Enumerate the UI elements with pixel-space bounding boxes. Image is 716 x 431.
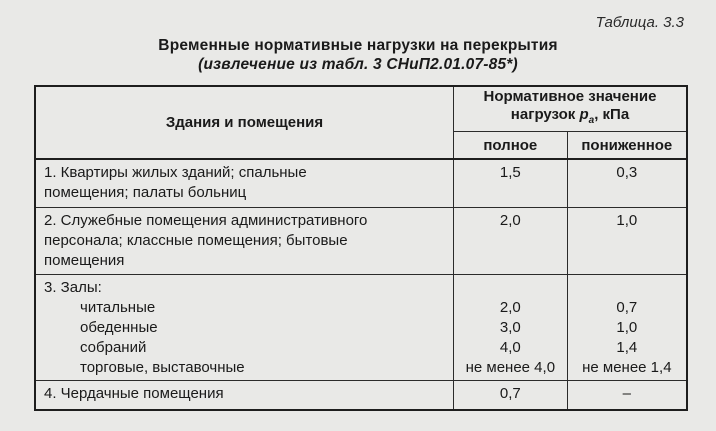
row-subitem-name: читальные xyxy=(80,298,156,316)
row-full-value: 1,5 xyxy=(453,159,567,207)
row-group-title: 3. Залы: xyxy=(44,278,102,296)
row-subitem-name: обеденные xyxy=(80,318,158,336)
subitem-reduced-value: 1,0 xyxy=(616,318,638,336)
load-symbol-letter: p xyxy=(579,106,589,123)
subitem-reduced-value: 1,4 xyxy=(616,338,638,356)
row-name-line: 1. Квартиры жилых зданий; спальные xyxy=(44,164,307,181)
row-reduced-value xyxy=(567,274,687,380)
row-name-line: помещения xyxy=(44,251,125,269)
subitem-full-value: не менее 4,0 xyxy=(465,358,556,376)
header-buildings: Здания и помещения xyxy=(35,86,453,159)
header-normative-value xyxy=(453,86,687,132)
row-full-value: 2,0 xyxy=(453,207,567,274)
header-normative-line2 xyxy=(454,106,686,130)
row-reduced-value: – xyxy=(567,380,687,410)
header-reduced: пониженное xyxy=(567,132,687,160)
row-reduced-value: 1,0 xyxy=(567,207,687,274)
subitem-reduced-value: не менее 1,4 xyxy=(582,358,672,376)
header-normative-prefix: нагрузок xyxy=(510,106,576,123)
row-name xyxy=(35,207,453,274)
table-title xyxy=(0,36,716,74)
row-name-line: помещения; палаты больниц xyxy=(44,184,247,201)
subitem-full-value: 3,0 xyxy=(499,318,521,336)
row-name xyxy=(35,274,453,380)
row-reduced-value: 0,3 xyxy=(567,159,687,207)
loads-table xyxy=(34,85,688,411)
subitem-full-value: 2,0 xyxy=(499,298,521,316)
row-subitem-name: собраний xyxy=(80,338,147,356)
table-row xyxy=(35,207,687,274)
table-number-label: Таблица. 3.3 xyxy=(595,14,684,31)
subitem-full-value: 4,0 xyxy=(499,338,521,356)
row-name-line: 2. Служебные помещения административного xyxy=(44,211,368,229)
header-unit: , кПа xyxy=(594,106,630,123)
row-full-value: 0,7 xyxy=(453,380,567,410)
row-subitem-name: торговые, выставочные xyxy=(80,358,245,376)
row-full-value xyxy=(453,274,567,380)
load-symbol xyxy=(579,106,595,126)
title-line-2: (извлечение из табл. 3 СНиП2.01.07-85*) xyxy=(198,56,518,73)
title-line-1: Временные нормативные нагрузки на перекрытия xyxy=(158,37,558,54)
row-name-line: 4. Чердачные помещения xyxy=(44,384,224,402)
table-row xyxy=(35,159,687,207)
row-name-line: персонала; классные помещения; бытовые xyxy=(44,231,348,249)
subitem-reduced-value: 0,7 xyxy=(616,298,638,316)
row-name xyxy=(35,380,453,410)
header-full: полное xyxy=(453,132,567,160)
table-row xyxy=(35,380,687,410)
row-name xyxy=(35,159,453,207)
table-row xyxy=(35,274,687,380)
header-normative-line1: Нормативное значение xyxy=(483,88,657,105)
load-symbol-subscript: a xyxy=(588,115,595,126)
